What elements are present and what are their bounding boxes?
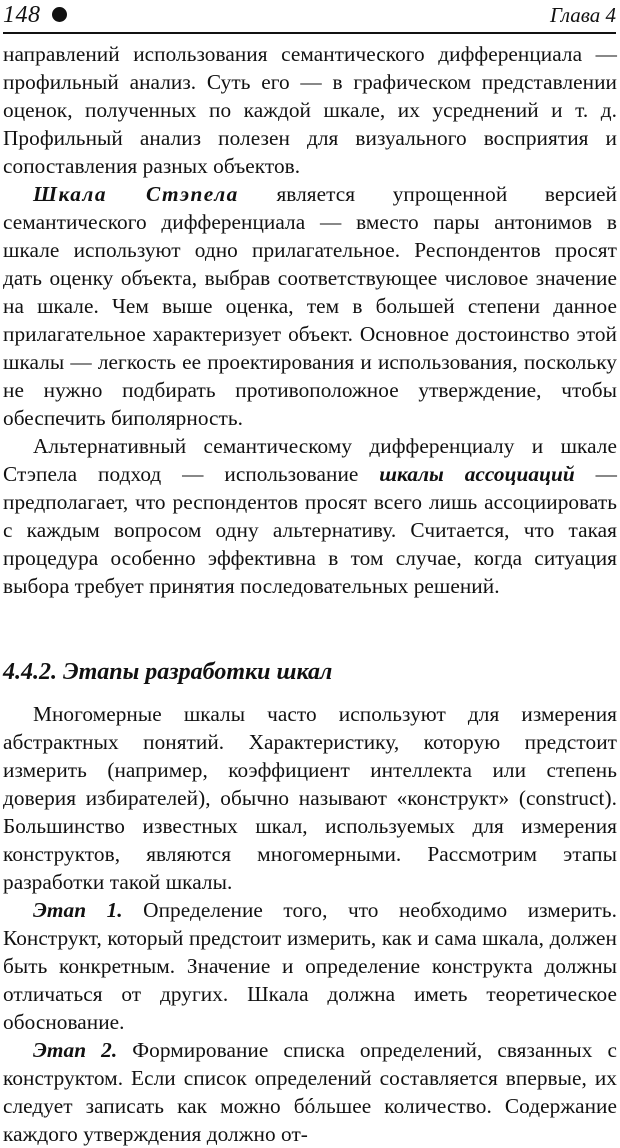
section-heading: 4.4.2. Этапы разработки шкал: [3, 659, 333, 685]
page-number: 148: [3, 2, 41, 28]
paragraph-profile-analysis: направлений использования семантического дифференциала — профильный анализ. Суть его — в графическом представлении оценок, полученных по каждой шкале, их усреднений и т. д. Профильный анализ полезен для визуального восприятия и сопоставления разных объектов.: [3, 42, 617, 178]
chapter-title: Глава 4: [550, 3, 616, 27]
term-stapel-scale: Шкала Стэпела: [33, 182, 239, 206]
bullet-icon: [52, 7, 67, 22]
paragraph-stage-1: [3, 896, 617, 1036]
text-block-bottom: [3, 700, 617, 1148]
paragraph-stapel-text: является упрощенной версией семантического дифференциала — вместо пары антонимов в шкале используют одно прилагательное. Респондентов просят дать оценку объекта, выбрав соответствующее числовое значение на шкале. Чем выше оценка, тем в большей степени данное прилагательное характеризует объект. Основное достоинство этой шкалы — легкость ее проектирования и использования, поскольку не нужно подбирать противоположное утверждение, чтобы обеспечить биполярность.: [3, 182, 617, 430]
text-block-top: [3, 40, 617, 600]
paragraph-multidimensional-scales: Многомерные шкалы часто используют для измерения абстрактных понятий. Характеристику, которую предстоит измерить (например, коэффициент интеллекта или степень доверия избирателей), обычно называют «конструкт» (construct). Большинство известных шкал, используемых для измерения конструктов, являются многомерными. Рассмотрим этапы разработки такой шкалы.: [3, 702, 617, 894]
paragraph-association-start: Альтернативный семантическому дифференциалу и шкале Стэпела подход — использование: [3, 434, 617, 486]
paragraph-stage-2-text: Формирование списка определений, связанных с конструктом. Если список определений составляется впервые, их следует записать как можно бóльшее количество. Содержание каждого утверждения должно от-: [3, 1038, 617, 1146]
term-stage-2: Этап 2.: [33, 1038, 118, 1062]
paragraph-stage-1-text: Определение того, что необходимо измерить. Конструкт, который предстоит измерить, как и сама шкала, должен быть конкретным. Значение и определение конструкта должны отличаться от других. Шкала должна иметь теоретическое обоснование.: [3, 898, 617, 1034]
paragraph-association-scale: [3, 432, 617, 600]
term-association-scale: шкалы ассоциаций: [379, 462, 575, 486]
paragraph-association-end: — предполагает, что респондентов просят всего лишь ассоциировать с каждым вопросом одну альтернативу. Считается, что такая процедура особенно эффективна в том случае, когда ситуация выбора требует принятия последовательных решений.: [3, 462, 617, 598]
header-rule: [3, 32, 616, 34]
paragraph-stapel-scale: [3, 180, 617, 432]
paragraph-stage-2: [3, 1036, 617, 1148]
term-stage-1: Этап 1.: [33, 898, 123, 922]
page-header: [3, 0, 616, 34]
